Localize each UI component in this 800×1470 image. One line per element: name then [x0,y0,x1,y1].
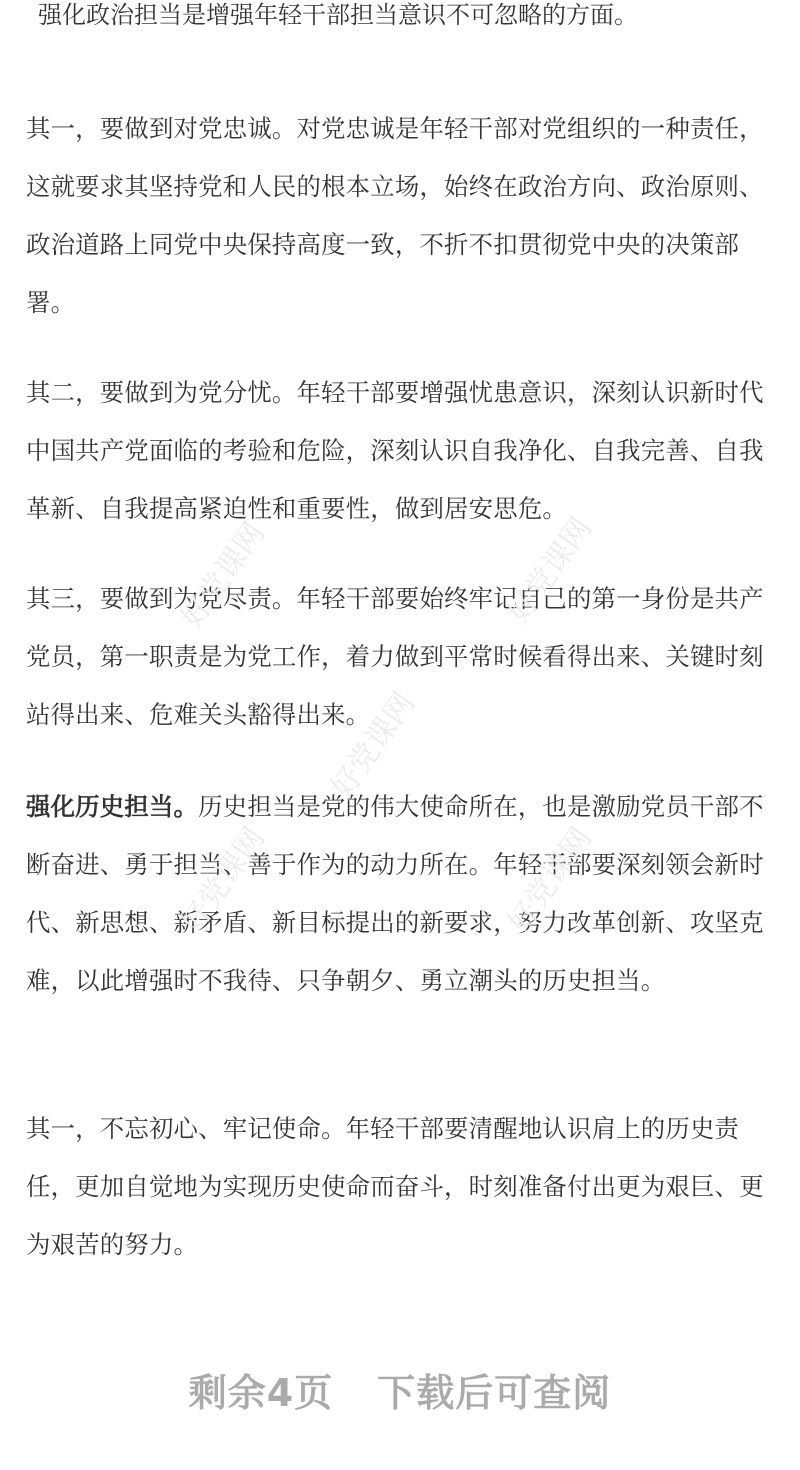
watermark: 好党课网 [324,686,423,805]
paragraph-text: 其三，要做到为党尽责。年轻干部要始终牢记自己的第一身份是共产党员，第一职责是为党工作，着力做到平常时候看得出来、关键时刻站得出来、危难关头豁得出来。 [26,584,764,729]
watermark: 好党课网 [174,516,273,635]
paragraph [26,1100,774,1274]
top-fragment-text: 强化政治担当是增强年轻干部担当意识不可忽略的方面。 [38,1,638,29]
remaining-pages-label: 剩余4页 [188,1371,334,1415]
watermark: 好党课网 [501,511,600,630]
paragraph-lead-bold: 强化历史担当。 [26,792,199,821]
paragraph [26,100,774,332]
paragraph-text: 其一，要做到对党忠诚。对党忠诚是年轻干部对党组织的一种责任，这就要求其坚持党和人民的根本立场，始终在政治方向、政治原则、政治道路上同党中央保持高度一致，不折不扣贯彻党中央的决策部署。 [26,114,764,317]
paragraph [26,570,774,744]
paragraph-text: 其一，不忘初心、牢记使命。年轻干部要清醒地认识肩上的历史责任，更加自觉地为实现历史使命而奋斗，时刻准备付出更为艰巨、更为艰苦的努力。 [26,1114,764,1259]
paragraph-text: 历史担当是党的伟大使命所在，也是激励党员干部不断奋进、勇于担当、善于作为的动力所在。年轻干部要深刻领会新时代、新思想、新矛盾、新目标提出的新要求，努力改革创新、攻坚克难，以此增强时不我待、只争朝夕、勇立潮头的历史担当。 [26,792,764,995]
paragraph-text: 其二，要做到为党分忧。年轻干部要增强忧患意识，深刻认识新时代中国共产党面临的考验和危险，深刻认识自我净化、自我完善、自我革新、自我提高紧迫性和重要性，做到居安思危。 [26,378,764,523]
paragraph [26,778,774,1010]
download-prompt[interactable] [0,1362,800,1417]
paragraph [26,364,774,538]
watermark: 好党课网 [501,821,600,940]
watermark: 好党课网 [174,821,273,940]
download-hint-label: 下载后可查阅 [377,1371,612,1415]
